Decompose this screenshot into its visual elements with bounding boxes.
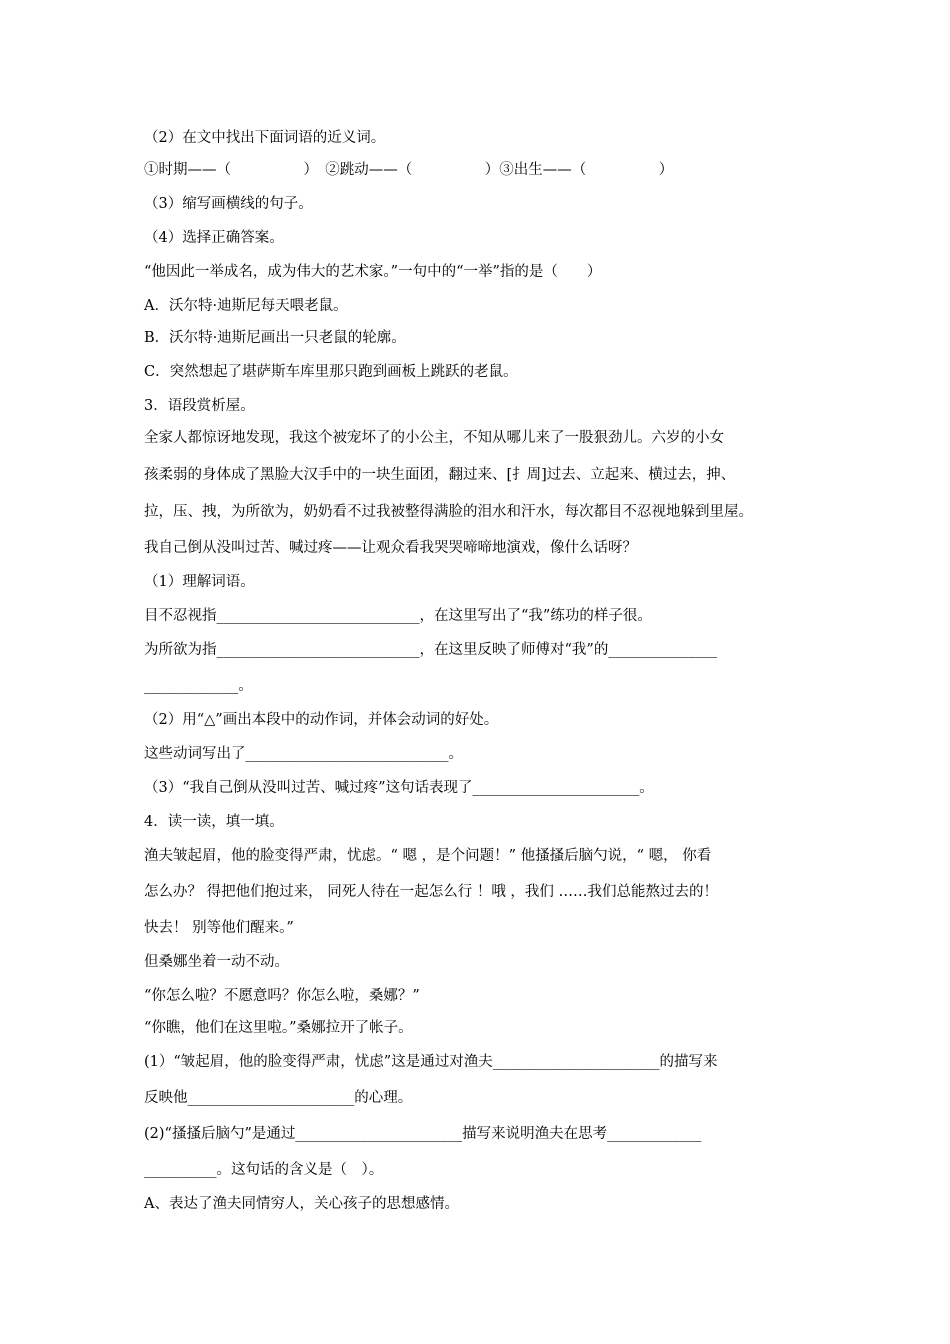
passage-line: 全家人都惊讶地发现，我这个被宠坏了的小公主，不知从哪儿来了一股狠劲儿。六岁的小女 (144, 430, 724, 446)
passage-line: 渔夫皱起眉，他的脸变得严肃，忧虑。“ 嗯 ，是个问题！” 他搔搔后脑勺说，“ 嗯， 你看 (144, 848, 712, 864)
fill-blank-line: 反映他_______________________的心理。 (144, 1090, 413, 1106)
fill-blank-line: (2)“搔搔后脑勺”是通过_______________________描写来说明渔夫在思考_____________ (144, 1126, 702, 1142)
passage-line: 但桑娜坐着一动不动。 (144, 954, 289, 970)
question-4-stem: “他因此一举成名，成为伟大的艺术家。”一句中的“一举”指的是（ ） (144, 264, 602, 280)
passage-line: 快去！ 别等他们醒来。” (144, 920, 294, 936)
passage-line: 我自己倒从没叫过苦、喊过疼——让观众看我哭哭啼啼地演戏，像什么话呀？ (144, 540, 637, 556)
passage-line: “你瞧，他们在这里啦。”桑娜拉开了帐子。 (144, 1020, 413, 1036)
sub-question-3: （3）“我自己倒从没叫过苦、喊过疼”这句话表现了_______________________。 (144, 780, 654, 796)
sub-question-1: （1）理解词语。 (144, 574, 255, 590)
fill-blank-line: 这些动词写出了____________________________。 (144, 746, 463, 762)
question-3-prompt: （3）缩写画横线的句子。 (144, 196, 313, 212)
fill-blank-line: __________。这句话的含义是（ ）。 (144, 1162, 384, 1178)
section-3-heading: 3．语段赏析屋。 (144, 398, 255, 414)
fill-blank-line: 目不忍视指____________________________，在这里写出了“我”练功的样子很。 (144, 608, 652, 624)
option-b: B．沃尔特·迪斯尼画出一只老鼠的轮廓。 (144, 330, 406, 346)
question-4-prompt: （4）选择正确答案。 (144, 230, 284, 246)
fill-blank-line: _____________。 (144, 678, 253, 694)
sub-question-2: （2）用“△”画出本段中的动作词，并体会动词的好处。 (144, 712, 499, 728)
passage-line: “你怎么啦？不愿意吗？你怎么啦，桑娜？” (144, 988, 420, 1004)
fill-blank-line: 为所欲为指____________________________，在这里反映了师傅对“我”的_______________ (144, 642, 718, 658)
passage-line: 怎么办？ 得把他们抱过来， 同死人待在一起怎么行 ！哦 ，我们 ……我们总能熬过去的！ (144, 884, 719, 900)
synonym-blanks: ①时期——（ ） ②跳动——（ ）③出生——（ ） (144, 162, 674, 178)
section-4-heading: 4．读一读，填一填。 (144, 814, 284, 830)
passage-line: 拉，压、拽，为所欲为，奶奶看不过我被整得满脸的泪水和汗水，每次都目不忍视地躲到里屋。 (144, 504, 753, 520)
question-2-prompt: （2）在文中找出下面词语的近义词。 (144, 130, 386, 146)
fill-blank-line: (1）“皱起眉，他的脸变得严肃，忧虑”这是通过对渔夫_______________________的描写来 (144, 1054, 718, 1070)
passage-line: 孩柔弱的身体成了黑脸大汉手中的一块生面团，翻过来、[扌周]过去、立起来、横过去，抻、 (144, 467, 736, 483)
option-a: A、表达了渔夫同情穷人，关心孩子的思想感情。 (144, 1196, 459, 1212)
option-c: C．突然想起了堪萨斯车库里那只跑到画板上跳跃的老鼠。 (144, 364, 518, 380)
option-a: A．沃尔特·迪斯尼每天喂老鼠。 (144, 298, 348, 314)
